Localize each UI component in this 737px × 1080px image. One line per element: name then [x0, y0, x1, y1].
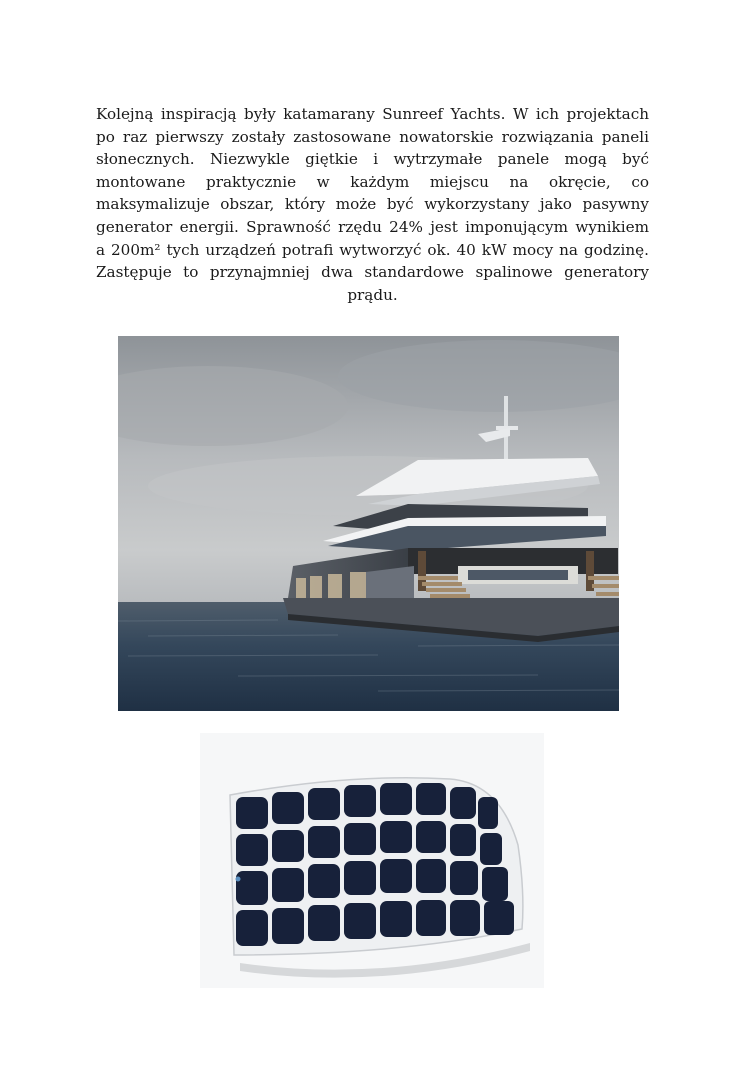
yacht-photo — [118, 336, 619, 711]
paragraph-line: po raz pierwszy zostały zastosowane nowatorskie rozwiązania paneli — [96, 127, 649, 146]
paragraph-line: prądu. — [347, 285, 398, 304]
paragraph-line: słonecznych. Niezwykle giętkie i wytrzymałe panele mogą być — [96, 150, 649, 169]
paragraph-line: Zastępuje to przynajmniej dwa standardowe spalinowe generatory — [96, 263, 649, 282]
paragraph-line: a 200m² tych urządzeń potrafi wytworzyć ok. 40 kW mocy na godzinę. — [96, 240, 649, 259]
paragraph-line: montowane praktycznie w każdym miejscu na okręcie, co — [96, 172, 649, 191]
solar-panel-photo — [200, 733, 544, 988]
body-paragraph — [96, 103, 649, 306]
paragraph-line: Kolejną inspiracją były katamarany Sunreef Yachts. W ich projektach — [96, 105, 649, 123]
paragraph-line: generator energii. Sprawność rzędu 24% jest imponującym wynikiem — [96, 217, 649, 236]
paragraph-line: maksymalizuje obszar, który może być wykorzystany jako pasywny — [96, 195, 649, 214]
